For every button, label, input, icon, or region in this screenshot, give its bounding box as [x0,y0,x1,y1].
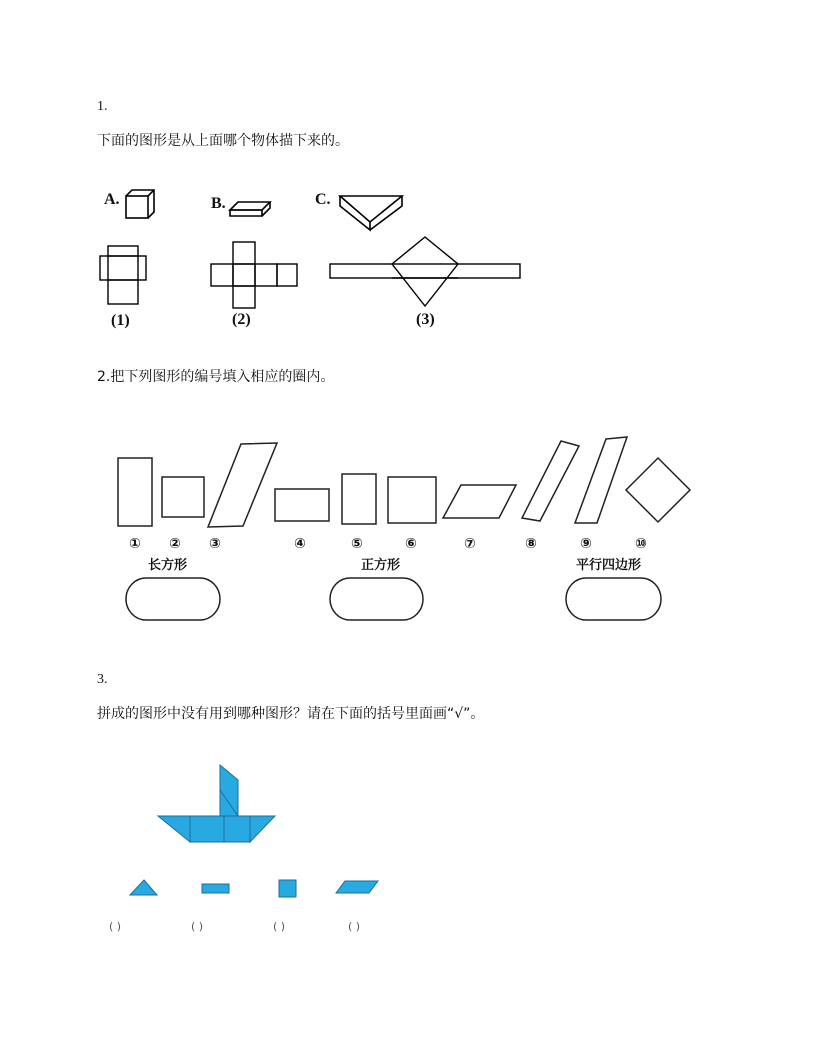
shape-number-1: ① [129,536,141,552]
q1-option-c-label: C. [315,191,331,208]
parallelogram-option-icon [336,881,378,893]
q2-prompt: 2.把下列图形的编号填入相应的圈内。 [97,369,335,385]
shape-number-6: ⑥ [405,536,417,552]
q3-number: 3. [97,672,108,687]
q1-prompt: 下面的图形是从上面哪个物体描下来的。 [97,133,349,149]
shape-number-7: ⑦ [464,536,476,552]
shape-number-5: ⑤ [351,536,363,552]
q1-option-a-label: A. [104,191,120,208]
net-2-label: (2) [232,311,251,328]
q1-number: 1. [97,99,108,114]
tangram-boat [158,765,275,842]
shape-number-3: ③ [209,536,221,552]
answer-slot-3[interactable]: ( ) [273,920,286,933]
shape-number-10: ⑩ [635,536,647,552]
q3-prompt: 拼成的图形中没有用到哪种图形？请在下面的括号里面画“√”。 [97,706,485,722]
category-rectangle-label: 长方形 [148,558,188,573]
rectangle-option-icon [202,884,229,893]
answer-slot-1[interactable]: ( ) [109,920,122,933]
answer-slot-4[interactable]: ( ) [348,920,361,933]
triangle-option-icon [130,880,157,895]
category-parallelogram-label: 平行四边形 [576,558,642,573]
shape-number-2: ② [169,536,181,552]
shape-number-4: ④ [294,536,306,552]
net-1-label: (1) [111,312,130,329]
q1-option-b-label: B. [211,195,226,212]
net-3-label: (3) [416,311,435,328]
category-square-label: 正方形 [361,558,401,573]
shape-number-9: ⑨ [580,536,592,552]
answer-slot-2[interactable]: ( ) [191,920,204,933]
shape-number-8: ⑧ [525,536,537,552]
square-option-icon [279,880,296,897]
